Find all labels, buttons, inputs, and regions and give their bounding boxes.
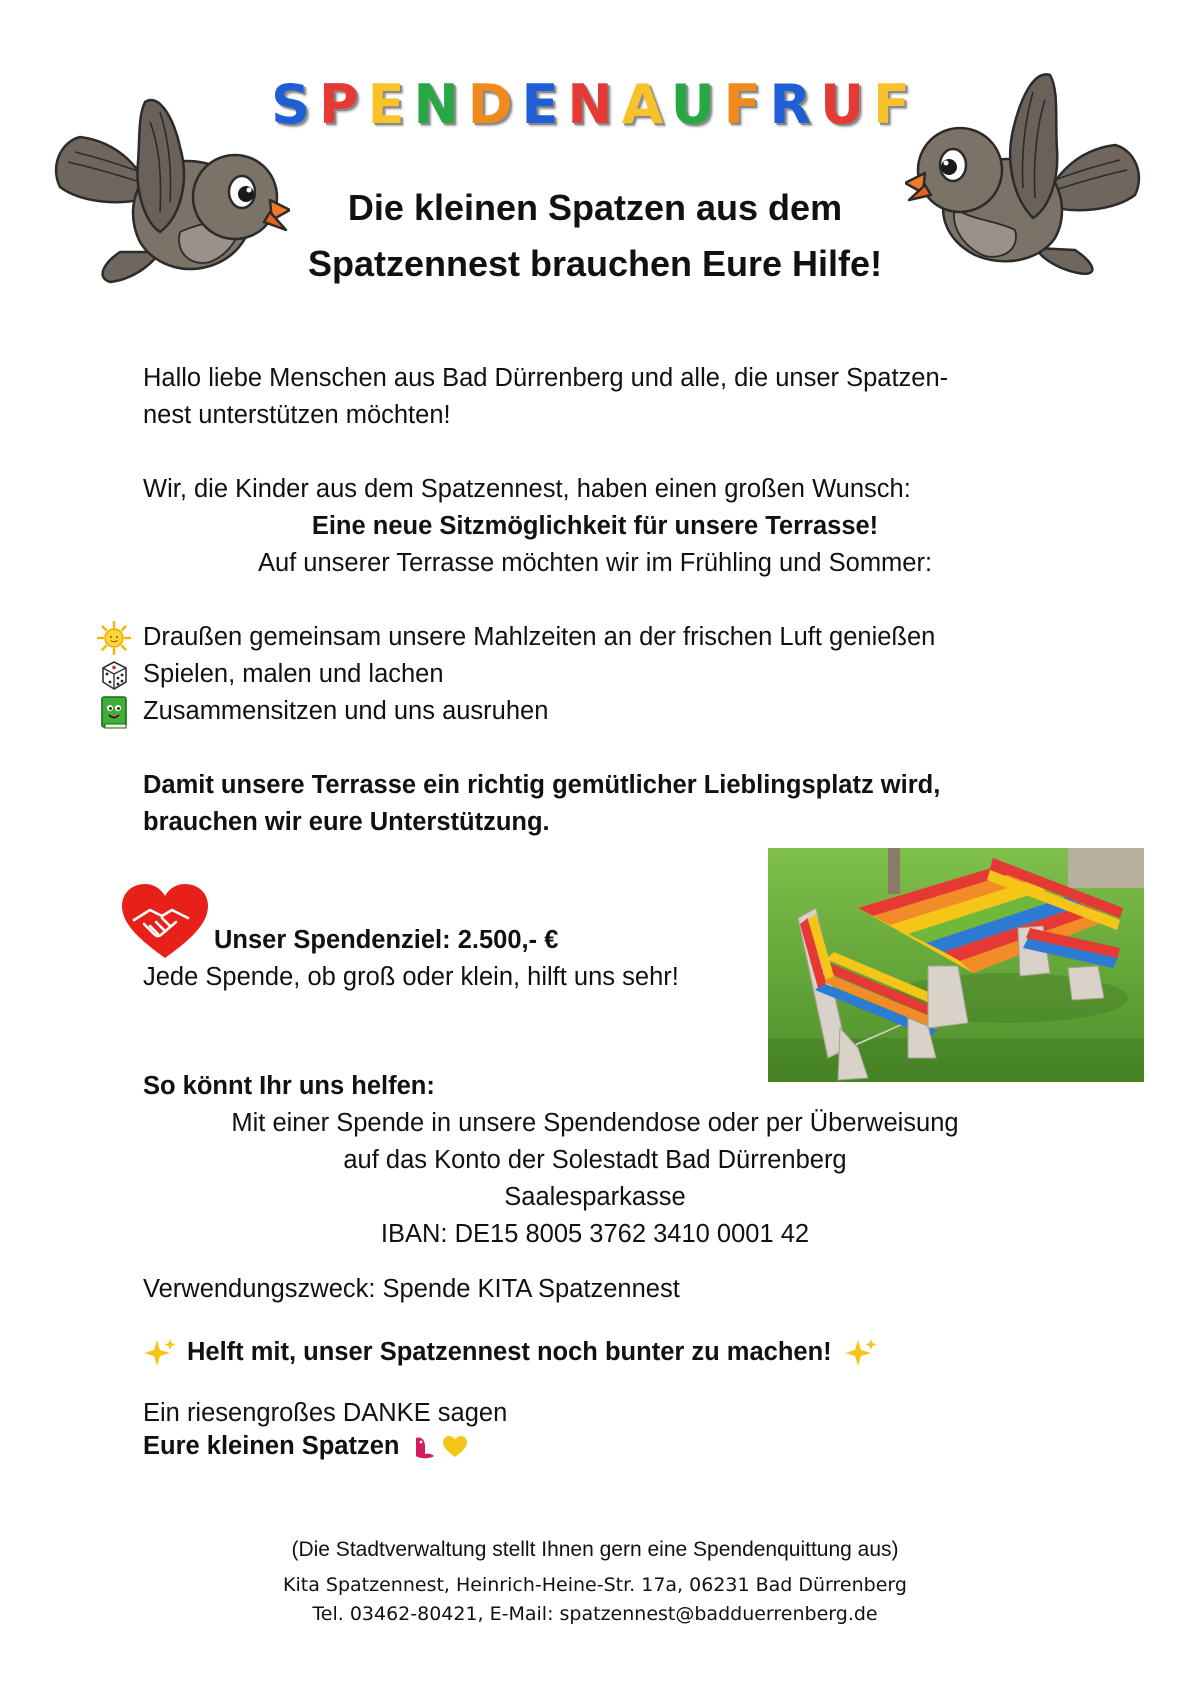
footer-contact: Tel. 03462-80421, E-Mail: spatzennest@badduerrenberg.de: [312, 1603, 878, 1625]
footer-note: (Die Stadtverwaltung stellt Ihnen gern eine Spendenquittung aus): [291, 1538, 899, 1561]
list-item-text: Draußen gemeinsam unsere Mahlzeiten an der frischen Luft genießen: [143, 623, 936, 651]
support-line-1: Damit unsere Terrasse ein richtig gemütlicher Lieblingsplatz wird,: [143, 771, 941, 799]
list-item: [94, 656, 444, 693]
title-letter: N: [413, 73, 468, 136]
donation-goal: Unser Spendenziel: 2.500,- €: [214, 926, 559, 954]
signature: [143, 1428, 468, 1465]
title-letter: E: [521, 73, 568, 136]
sparkles-icon: [143, 1338, 177, 1368]
callout-text: Helft mit, unser Spatzennest noch bunter zu machen!: [187, 1338, 832, 1366]
bank-name: Saalesparkasse: [504, 1183, 686, 1211]
list-item: [94, 619, 935, 656]
dice-icon: [94, 656, 134, 693]
intro-line-2: nest unterstützen möchten!: [143, 401, 451, 429]
payment-purpose: Verwendungszweck: Spende KITA Spatzennest: [143, 1275, 680, 1303]
title-letter: F: [723, 73, 770, 136]
callout: [143, 1334, 878, 1371]
wish-headline: Eine neue Sitzmöglichkeit für unsere Terrasse!: [311, 512, 879, 540]
page-title: [0, 73, 1190, 136]
sun-icon: [94, 619, 134, 656]
title-letter: U: [670, 73, 724, 136]
title-letter: E: [367, 73, 414, 136]
help-heading: So könnt Ihr uns helfen:: [143, 1072, 435, 1100]
heart-handshake-icon: [120, 882, 210, 962]
thanks-line-1: Ein riesengroßes DANKE sagen: [143, 1399, 508, 1427]
title-letter: F: [872, 73, 919, 136]
title-letter: U: [820, 73, 873, 136]
headline-line-1: Die kleinen Spatzen aus dem: [347, 187, 843, 228]
title-letter: S: [271, 73, 320, 136]
help-line-2: auf das Konto der Solestadt Bad Dürrenberg: [343, 1146, 847, 1174]
title-letter: N: [567, 73, 622, 136]
wish-line-3: Auf unserer Terrasse möchten wir im Frühling und Sommer:: [257, 549, 933, 577]
support-line-2: brauchen wir eure Unterstützung.: [143, 808, 550, 836]
book-icon: [94, 693, 134, 730]
title-letter: A: [621, 73, 671, 136]
yellow-heart-icon: [442, 1435, 468, 1459]
intro-line-1: Hallo liebe Menschen aus Bad Dürrenberg und alle, die unser Spatzen-: [143, 364, 949, 392]
iban: IBAN: DE15 8005 3762 3410 0001 42: [380, 1220, 810, 1248]
bench-photo: [768, 848, 1144, 1082]
sparkles-icon: [844, 1338, 878, 1368]
title-letter: P: [319, 73, 368, 136]
list-item: [94, 693, 548, 730]
help-line-1: Mit einer Spende in unsere Spendendose oder per Überweisung: [231, 1109, 959, 1137]
footer-address: Kita Spatzennest, Heinrich-Heine-Str. 17a, 06231 Bad Dürrenberg: [283, 1574, 907, 1596]
list-item-text: Spielen, malen und lachen: [143, 660, 444, 688]
title-letter: D: [467, 73, 522, 136]
list-item-text: Zusammensitzen und uns ausruhen: [143, 697, 549, 725]
headline: [0, 180, 1190, 292]
pink-bird-icon: [412, 1434, 438, 1460]
donation-goal-subline: Jede Spende, ob groß oder klein, hilft uns sehr!: [143, 963, 679, 991]
title-letter: R: [769, 73, 821, 136]
headline-line-2: Spatzennest brauchen Eure Hilfe!: [307, 243, 883, 284]
signature-text: Eure kleinen Spatzen: [143, 1432, 400, 1460]
wish-line-1: Wir, die Kinder aus dem Spatzennest, haben einen großen Wunsch:: [143, 475, 911, 503]
